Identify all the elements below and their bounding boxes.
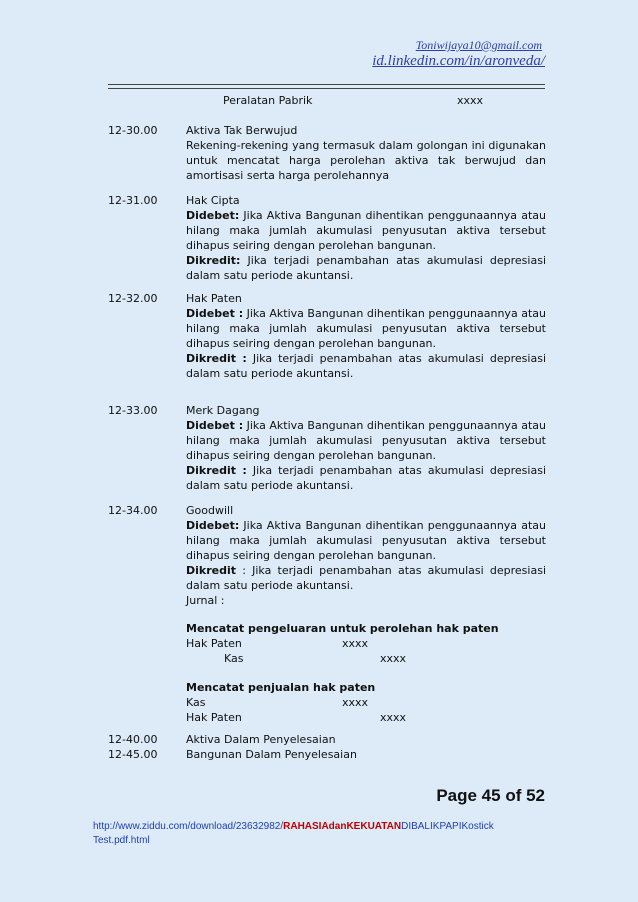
account-code: 12-45.00 [108,748,158,761]
footer-url-highlight: RAHASIAdanKEKUATAN [283,821,402,832]
account-title: Aktiva Tak Berwujud [186,124,298,137]
journal-1-credit-row [186,651,546,666]
journal-2-debit-account: Kas [186,696,206,709]
debet-paragraph [186,418,546,463]
debet-label: Didebet : [186,419,244,432]
header-email-link[interactable]: Toniwijaya10@gmail.com [415,38,542,52]
kredit-paragraph [186,563,546,593]
header-rule-bottom [108,88,545,89]
journal-1-credit-amount: xxxx [380,652,407,665]
journal-2-credit-row [186,710,546,725]
account-code: 12-34.00 [108,504,158,517]
kredit-paragraph [186,253,546,283]
kredit-label: Dikredit: [186,254,241,267]
account-body [186,503,546,725]
account-title: Aktiva Dalam Penyelesaian [186,733,336,746]
top-line-value: xxxx [457,94,484,107]
account-title: Goodwill [186,504,234,517]
debet-text: Jika Aktiva Bangunan dihentikan penggunaannya atau hilang maka jumlah akumulasi penyusutan aktiva tersebut dihapus seiring dengan perolehan bangunan. [186,519,546,562]
account-code: 12-31.00 [108,194,158,207]
journal-2-credit-account: Hak Paten [186,711,242,724]
footer-url-start: http://www.ziddu.com/download/23632982/ [93,821,284,832]
journal-2-debit-amount: xxxx [342,696,369,709]
journal-1-debit-row [186,636,546,651]
account-code: 12-40.00 [108,733,158,746]
account-body [186,403,546,493]
kredit-label: Dikredit : [186,464,247,477]
account-description: Rekening-rekening yang termasuk dalam golongan ini digunakan untuk mencatat harga perolehan aktiva tak berwujud dan amortisasi serta harga perolehannya [186,139,546,182]
journal-1-debit-account: Hak Paten [186,637,242,650]
top-line-label: Peralatan Pabrik [223,94,313,107]
debet-text: Jika Aktiva Bangunan dihentikan penggunaannya atau hilang maka jumlah akumulasi penyusutan aktiva tersebut dihapus seiring dengan perolehan bangunan. [186,307,546,350]
account-code: 12-32.00 [108,292,158,305]
account-title: Bangunan Dalam Penyelesaian [186,748,357,761]
top-line [223,94,484,107]
kredit-text: Jika terjadi penambahan atas akumulasi depresiasi dalam satu periode akuntansi. [186,254,546,282]
header-linkedin-link[interactable]: id.linkedin.com/in/aronveda/ [372,53,545,69]
account-title: Hak Paten [186,292,242,305]
kredit-label: Dikredit : [186,352,247,365]
footer-url-end: DIBALIKPAPIKostick [401,821,494,832]
account-body [186,193,546,283]
account-title: Hak Cipta [186,194,240,207]
journal-1-credit-account: Kas [224,652,244,665]
kredit-text: Jika terjadi penambahan atas akumulasi depresiasi dalam satu periode akuntansi. [186,464,547,492]
footer-url-line2: Test.pdf.html [93,835,150,846]
debet-paragraph [186,518,546,563]
kredit-paragraph [186,351,546,381]
account-body [186,123,546,183]
footer-source-link[interactable] [93,820,553,848]
account-body [186,291,546,381]
journal-1-title: Mencatat pengeluaran untuk perolehan hak paten [186,622,499,635]
jurnal-label: Jurnal : [186,594,225,607]
debet-paragraph [186,208,546,253]
account-code: 12-33.00 [108,404,158,417]
kredit-label: Dikredit [186,564,237,577]
debet-label: Didebet : [186,307,244,320]
journal-2-credit-amount: xxxx [380,711,407,724]
debet-text: Jika Aktiva Bangunan dihentikan penggunaannya atau hilang maka jumlah akumulasi penyusutan aktiva tersebut dihapus seiring dengan perolehan bangunan. [186,419,546,462]
journal-2-debit-row [186,695,546,710]
debet-text: Jika Aktiva Bangunan dihentikan penggunaannya atau hilang maka jumlah akumulasi penyusutan aktiva tersebut dihapus seiring dengan perolehan bangunan. [186,209,546,252]
journal-2-title: Mencatat penjualan hak paten [186,681,376,694]
page-number: Page 45 of 52 [436,786,545,805]
header-rule-top [108,84,545,85]
debet-paragraph [186,306,546,351]
account-title: Merk Dagang [186,404,260,417]
kredit-text: : Jika terjadi penambahan atas akumulasi depresiasi dalam satu periode akuntansi. [186,564,546,592]
kredit-paragraph [186,463,546,493]
debet-label: Didebet: [186,519,240,532]
account-code: 12-30.00 [108,124,158,137]
kredit-text: Jika terjadi penambahan atas akumulasi depresiasi dalam satu periode akuntansi. [186,352,547,380]
journal-1-debit-amount: xxxx [342,637,369,650]
debet-label: Didebet: [186,209,240,222]
